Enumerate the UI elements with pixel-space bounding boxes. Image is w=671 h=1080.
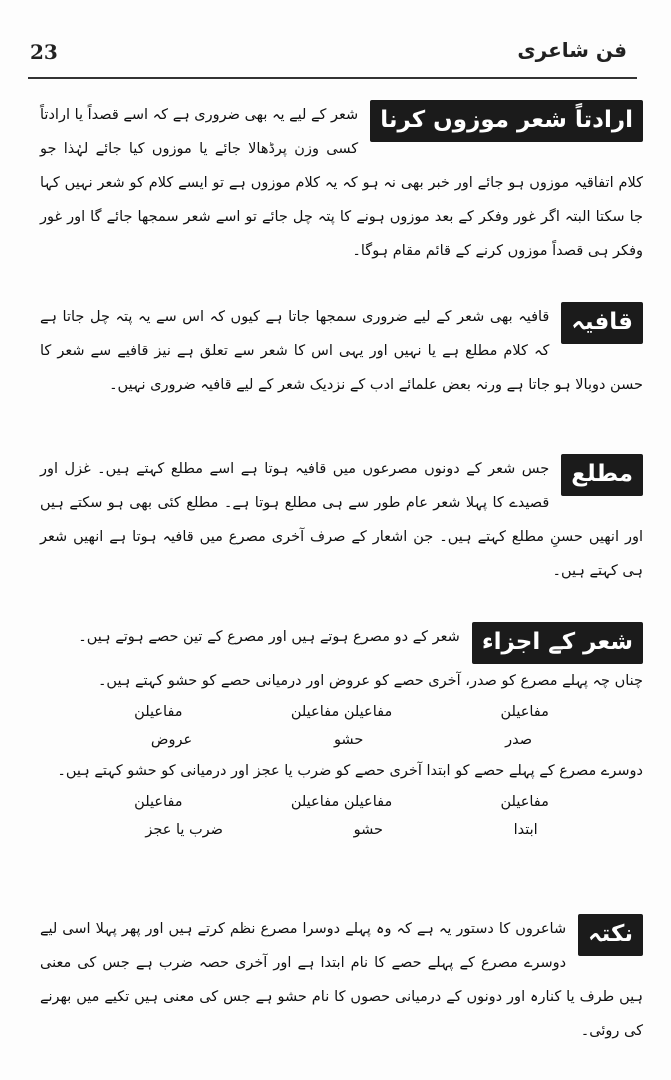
meter-label: حشو (333, 732, 364, 748)
meter-cell: مفاعیلن مفاعیلن (290, 794, 393, 810)
meter-label: حشو (353, 822, 383, 838)
meter-label: ابتدا (513, 822, 538, 838)
section-qafia (40, 300, 643, 402)
meter-row-first-labels (40, 726, 643, 754)
page-number: 23 (30, 40, 58, 64)
meter-row-first-misra (40, 698, 643, 726)
section-irada (40, 98, 643, 268)
meter-cell: مفاعیلن مفاعیلن (290, 704, 393, 720)
meter-row-second-labels (40, 816, 643, 844)
meter-label: عروض (150, 732, 193, 748)
header-rule (28, 77, 637, 79)
heading-qafia: قافیہ (561, 302, 643, 344)
paragraph-irada: شعر کے لیے یہ بھی ضروری ہے کہ اسے قصداً یا ارادتاً کسی وزن پرڈھالا جائے یا موزوں کیا جائے لہٰذا جو کلام اتفاقیہ موزوں ہو جائے اور خبر بھی نہ ہو کہ یہ کلام موزوں ہے تو ایسے کلام کو شعر نہیں کہا جا سکتا البتہ اگر غور وفکر کے بعد موزوں ہونے کا پتہ چل جائے تو اسے شعر سمجھا جائے گا اور غور وفکر ہی قصداً موزوں کرنے کے قائم مقام ہوگا۔ (40, 107, 644, 259)
paragraph-nukta: شاعروں کا دستور یہ ہے کہ وہ پہلے دوسرا مصرع نظم کرتے ہیں اور پھر پہلا اسی لیے دوسرے مصرع کے پہلے حصے کا نام ابتدا ہے اور آخری حصہ ضرب ہے جس کی معنی ہیں طرف یا کنارہ اور دونوں کے درمیانی حصوں کا نام حشو ہے جس کی معنی ہیں تکیے میں بھرنے کی روئی۔ (40, 921, 643, 1039)
paragraph-qafia: قافیہ بھی شعر کے لیے ضروری سمجھا جاتا ہے کیوں کہ اس سے یہ پتہ چل جاتا ہے کہ کلام مطلع ہے یا نہیں اور یہی اس کا شعر سے تعلق ہے نیز قافیے سے شعر کا حسن دوبالا ہو جاتا ہے ورنہ بعض علمائے ادب کے نزدیک شعر کے لیے قافیہ ضروری نہیں۔ (40, 309, 643, 393)
paragraph-ajza-ibtida: دوسرے مصرع کے پہلے حصے کو ابتدا آخری حصے کو ضرب یا عجز اور درمیانی کو حشو کہتے ہیں۔ (57, 763, 643, 779)
meter-cell: مفاعیلن (500, 704, 549, 720)
meter-row-second-misra (40, 788, 643, 816)
paragraph-matla: جس شعر کے دونوں مصرعوں میں قافیہ ہوتا ہے اسے مطلع کہتے ہیں۔ غزل اور قصیدے کا پہلا شعر عام طور سے ہی مطلع ہوتا ہے۔ مطلع کئی بھی ہو سکتے ہیں اور انھیں حسنِ مطلع کہتے ہیں۔ جن اشعار کے صرف آخری مصرع میں قافیہ ہوتا ہے انھیں شعر ہی کہتے ہیں۔ (40, 461, 643, 579)
heading-ajza: شعر کے اجزاء (472, 622, 643, 664)
heading-irada: ارادتاً شعر موزوں کرنا (370, 100, 643, 142)
running-header-title: فن شاعری (517, 38, 627, 62)
meter-cell: مفاعیلن (500, 794, 549, 810)
meter-label: ضرب یا عجز (145, 822, 223, 838)
section-ajza (40, 620, 643, 844)
heading-nukta: نکتہ (578, 914, 643, 956)
meter-label: صدر (505, 732, 533, 748)
meter-cell: مفاعیلن (134, 704, 183, 720)
heading-matla: مطلع (561, 454, 643, 496)
meter-cell: مفاعیلن (134, 794, 183, 810)
paragraph-ajza-sadr: چناں چہ پہلے مصرع کو صدر، آخری حصے کو عروض اور درمیانی حصے کو حشو کہتے ہیں۔ (97, 673, 643, 689)
section-nukta (40, 912, 643, 1048)
section-matla (40, 452, 643, 588)
paragraph-ajza: شعر کے دو مصرع ہوتے ہیں اور مصرع کے تین حصے ہوتے ہیں۔ (78, 629, 460, 645)
